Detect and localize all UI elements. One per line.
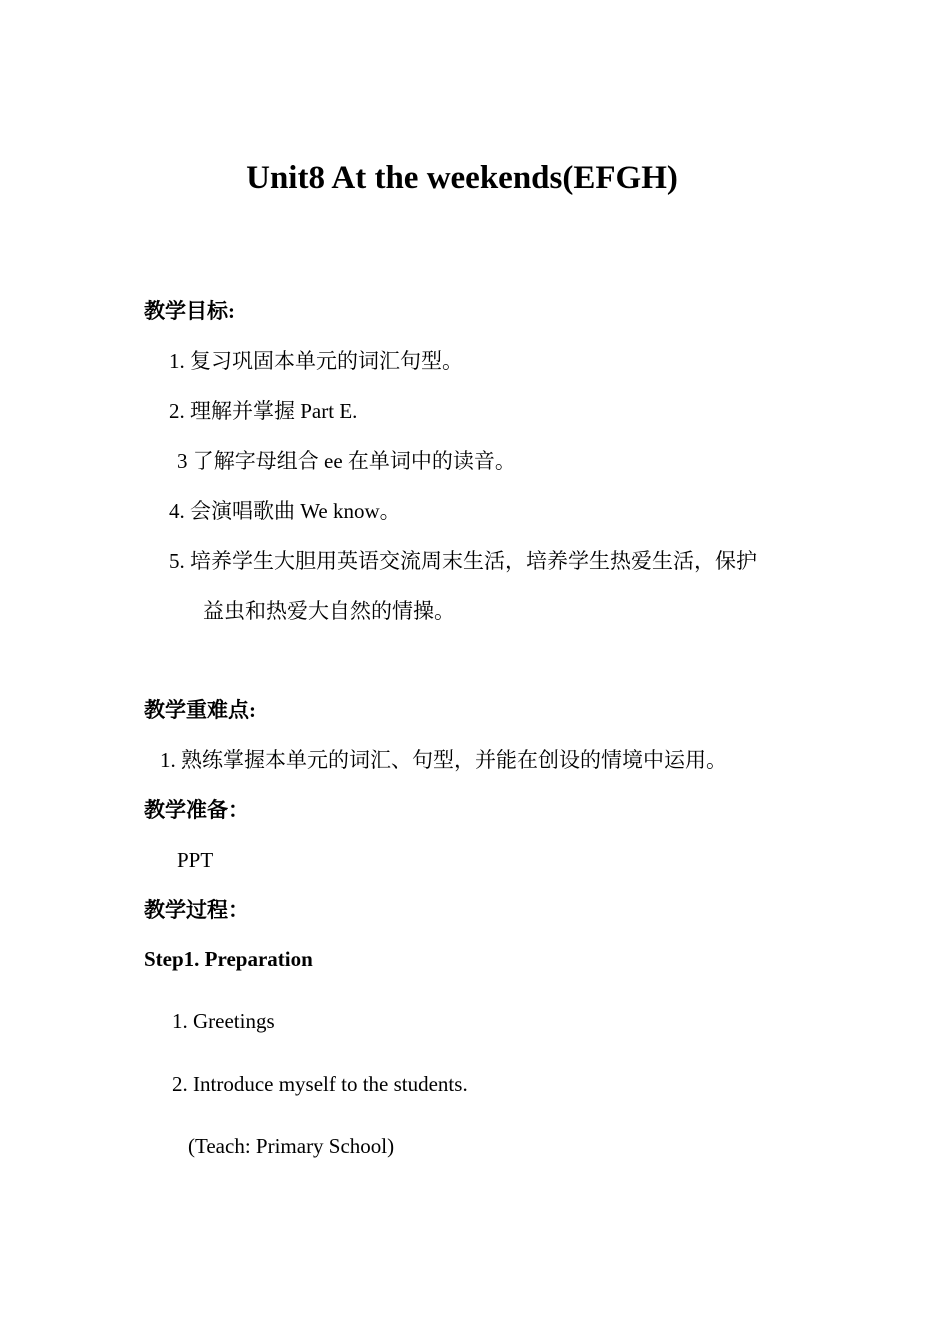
document-title: Unit8 At the weekends(EFGH) [246,160,678,196]
objective-item-4: 4. 会演唱歌曲 We know。 [169,499,401,523]
step1-item-2: 2. Introduce myself to the students. [172,1072,468,1096]
key-point-item-1: 1. 熟练掌握本单元的词汇、句型，并能在创设的情境中运用。 [160,748,727,772]
objective-item-3: 3 了解字母组合 ee 在单词中的读音。 [177,449,516,473]
step1-item-3: (Teach: Primary School) [188,1134,395,1158]
preparation-heading: 教学准备： [144,798,249,822]
key-points-heading: 教学重难点: [144,698,256,722]
process-heading: 教学过程： [144,898,249,922]
step1-title: Step1. Preparation [144,947,313,971]
step1-item-1: 1. Greetings [172,1009,275,1033]
objective-item-5-continued: 益虫和热爱大自然的情操。 [203,599,455,623]
objective-item-5: 5. 培养学生大胆用英语交流周末生活，培养学生热爱生活，保护 [169,549,757,573]
preparation-value: PPT [177,848,214,872]
objective-item-2: 2. 理解并掌握 Part E. [169,399,358,423]
objective-item-1: 1. 复习巩固本单元的词汇句型。 [169,349,463,373]
objectives-heading: 教学目标: [144,299,235,323]
